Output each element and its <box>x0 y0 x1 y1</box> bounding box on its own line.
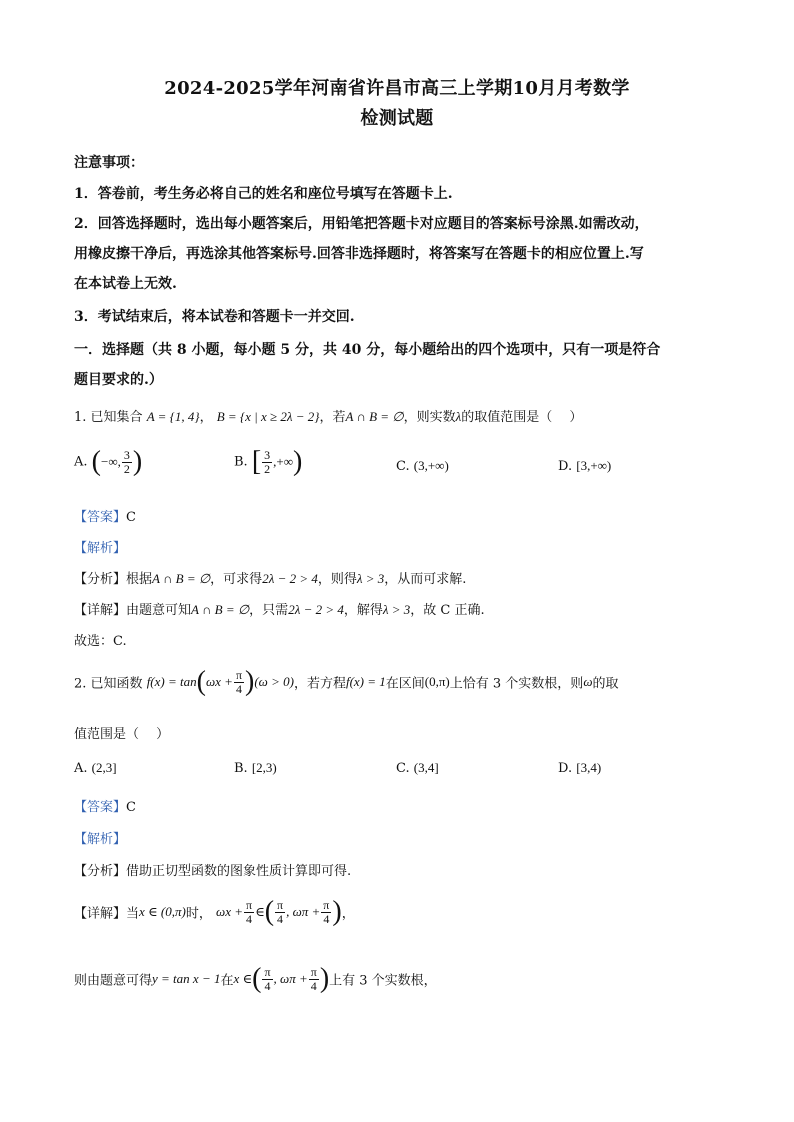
q2-analysis-tag: 【解析】 <box>74 832 127 847</box>
q2-option-d: D. [3,4) <box>558 760 602 776</box>
q1-prefix: 1. 已知集合 <box>74 410 143 425</box>
q2-option-b: B. [2,3) <box>234 760 277 776</box>
q2-option-a: A. (2,3] <box>74 760 117 776</box>
notice-item-3: 3．考试结束后，将本试卷和答题卡一并交回. <box>74 309 355 325</box>
q1-set-a: A = {1, 4} <box>146 409 200 424</box>
notice-item-2-end: 在本试卷上无效. <box>74 276 177 292</box>
notice-item-1: 1．答卷前，考生务必将自己的姓名和座位号填写在答题卡上. <box>74 186 453 202</box>
q1-xiangjie: 【详解】由题意可知A ∩ B = ∅，只需2λ − 2 > 4，解得λ > 3，故 C 正确. <box>74 602 485 618</box>
exam-subtitle: 检测试题 <box>360 108 434 129</box>
section-heading-cont: 题目要求的.） <box>74 372 163 388</box>
notice-heading: 注意事项： <box>74 155 144 171</box>
q1-ask-suffix: 的取值范围是（ ） <box>461 410 583 425</box>
q1-option-c: C. (3,+∞) <box>396 458 449 474</box>
q1-fenxi: 【分析】根据A ∩ B = ∅，可求得2λ − 2 > 4，则得λ > 3，从而可求解. <box>74 571 467 587</box>
q2-xiangjie: 【详解】当x ∈ (0,π)时， ωx + $\frac{\pi}{4}$ ∈( $\frac{\pi}{4}$ , ωπ + $\frac{\pi}{4}$ )， <box>74 896 355 927</box>
notice-item-2-cont: 用橡皮擦干净后，再选涂其他答案标号.回答非选择题时，将答案写在答题卡的相应位置上.写 <box>74 246 644 262</box>
q1-condition: A ∩ B = ∅ <box>345 409 404 424</box>
q1-option-a: A. (−∞, $\frac{3}{2}$ ) <box>74 446 143 477</box>
q2-fenxi: 【分析】借助正切型函数的图象性质计算即可得. <box>74 864 352 879</box>
q2-option-c: C. (3,4] <box>396 760 439 776</box>
q1-choose: 故选：C. <box>74 634 127 649</box>
q1-answer: 【答案】C <box>74 510 136 525</box>
q2-then: 则由题意可得y = tan x − 1在x ∈( $\frac{\pi}{4}$ , ωπ + $\frac{\pi}{4}$ )上有 3 个实数根， <box>74 963 437 994</box>
section-heading: 一．选择题（共 8 小题，每小题 5 分，共 40 分，每小题给出的四个选项中，只有一项是符合 <box>74 342 661 358</box>
notice-item-2: 2．回答选择题时，选出每小题答案后，用铅笔把答题卡对应题目的答案标号涂黑.如需改动， <box>74 216 649 232</box>
q1-set-b: B = {x | x ≥ 2λ − 2} <box>216 409 320 424</box>
q1-option-d: D. [3,+∞) <box>558 458 612 474</box>
question-2: 2. 已知函数 f(x) = tan(ωx + $\frac{\pi}{4}$ )(ω > 0)，若方程f(x) = 1在区间(0,π)上恰有 3 个实数根，则ω的取 <box>74 666 619 697</box>
q1-analysis-tag: 【解析】 <box>74 541 127 556</box>
exam-title: 2024-2025学年河南省许昌市高三上学期10月月考数学 <box>164 78 630 99</box>
q1-cond-prefix: ，若 <box>319 410 346 425</box>
q1-ask-prefix: ，则实数 <box>403 410 456 425</box>
q1-option-b: B. [ $\frac{3}{2}$ ,+∞) <box>234 446 303 477</box>
q1-frac-a: $\frac{3}{2}$ <box>123 447 130 476</box>
question-1: 1. 已知集合 A = {1, 4}， B = {x | x ≥ 2λ − 2}，若A ∩ B = ∅，则实数λ的取值范围是（ ） <box>74 409 583 425</box>
q2-answer: 【答案】C <box>74 800 136 815</box>
q1-frac-b: $\frac{3}{2}$ <box>264 447 271 476</box>
q1-lambda: λ <box>455 409 462 424</box>
question-2-cont: 值范围是（ ） <box>74 727 170 742</box>
